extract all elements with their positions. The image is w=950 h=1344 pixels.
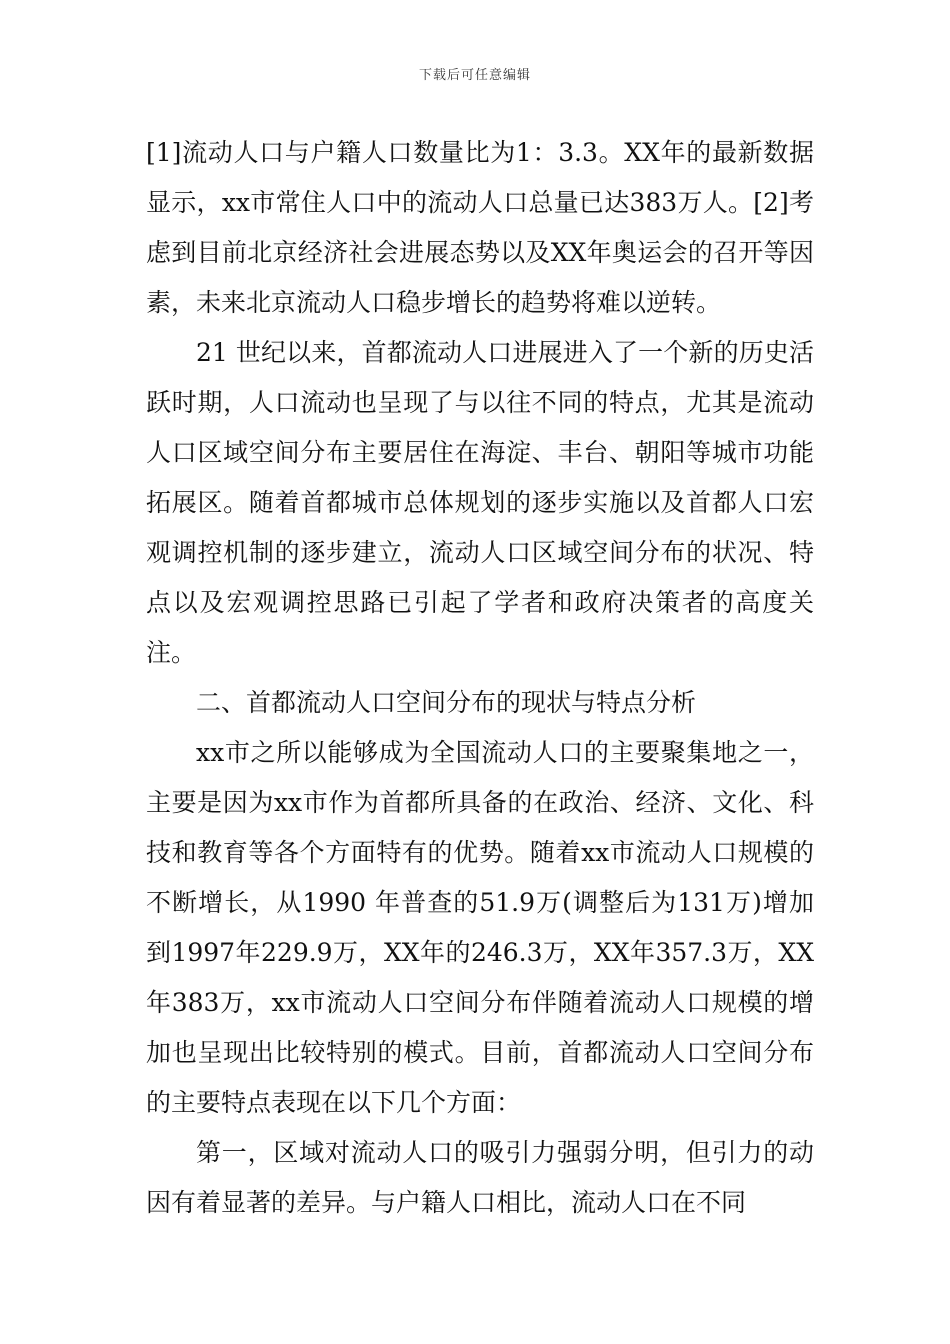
paragraph-continuation: [1]流动人口与户籍人口数量比为1：3.3。XX年的最新数据显示，xx市常住人口中的流动人口总量已达383万人。[2]考虑到目前北京经济社会进展态势以及XX年奥运会的召开等因素，未来北京流动人口稳步增长的趋势将难以逆转。 bbox=[146, 138, 814, 317]
page-header: 下载后可任意编辑 bbox=[418, 68, 531, 83]
paragraph-population-growth: xx市之所以能够成为全国流动人口的主要聚集地之一，主要是因为xx市作为首都所具备的在政治、经济、文化、科技和教育等各个方面特有的优势。随着xx市流动人口规模的不断增长，从1990 年普查的51.9万(调整后为131万)增加到1997年229.9万，XX年的246.3万，XX年357.3万，XX年383万，xx市流动人口空间分布伴随着流动人口规模的增加也呈现出比较特别的模式。目前，首都流动人口空间分布的主要特点表现在以下几个方面： bbox=[146, 738, 814, 1117]
paragraph-21st-century: 21 世纪以来，首都流动人口进展进入了一个新的历史活跃时期，人口流动也呈现了与以往不同的特点，尤其是流动人口区域空间分布主要居住在海淀、丰台、朝阳等城市功能拓展区。随着首都城市总体规划的逐步实施以及首都人口宏观调控机制的逐步建立，流动人口区域空间分布的状况、特点以及宏观调控思路已引起了学者和政府决策者的高度关注。 bbox=[146, 338, 814, 667]
section-heading: 二、首都流动人口空间分布的现状与特点分析 bbox=[196, 688, 697, 717]
paragraph-first-point: 第一，区域对流动人口的吸引力强弱分明，但引力的动因有着显著的差异。与户籍人口相比，流动人口在不同 bbox=[146, 1138, 814, 1217]
document-body bbox=[146, 128, 814, 1228]
